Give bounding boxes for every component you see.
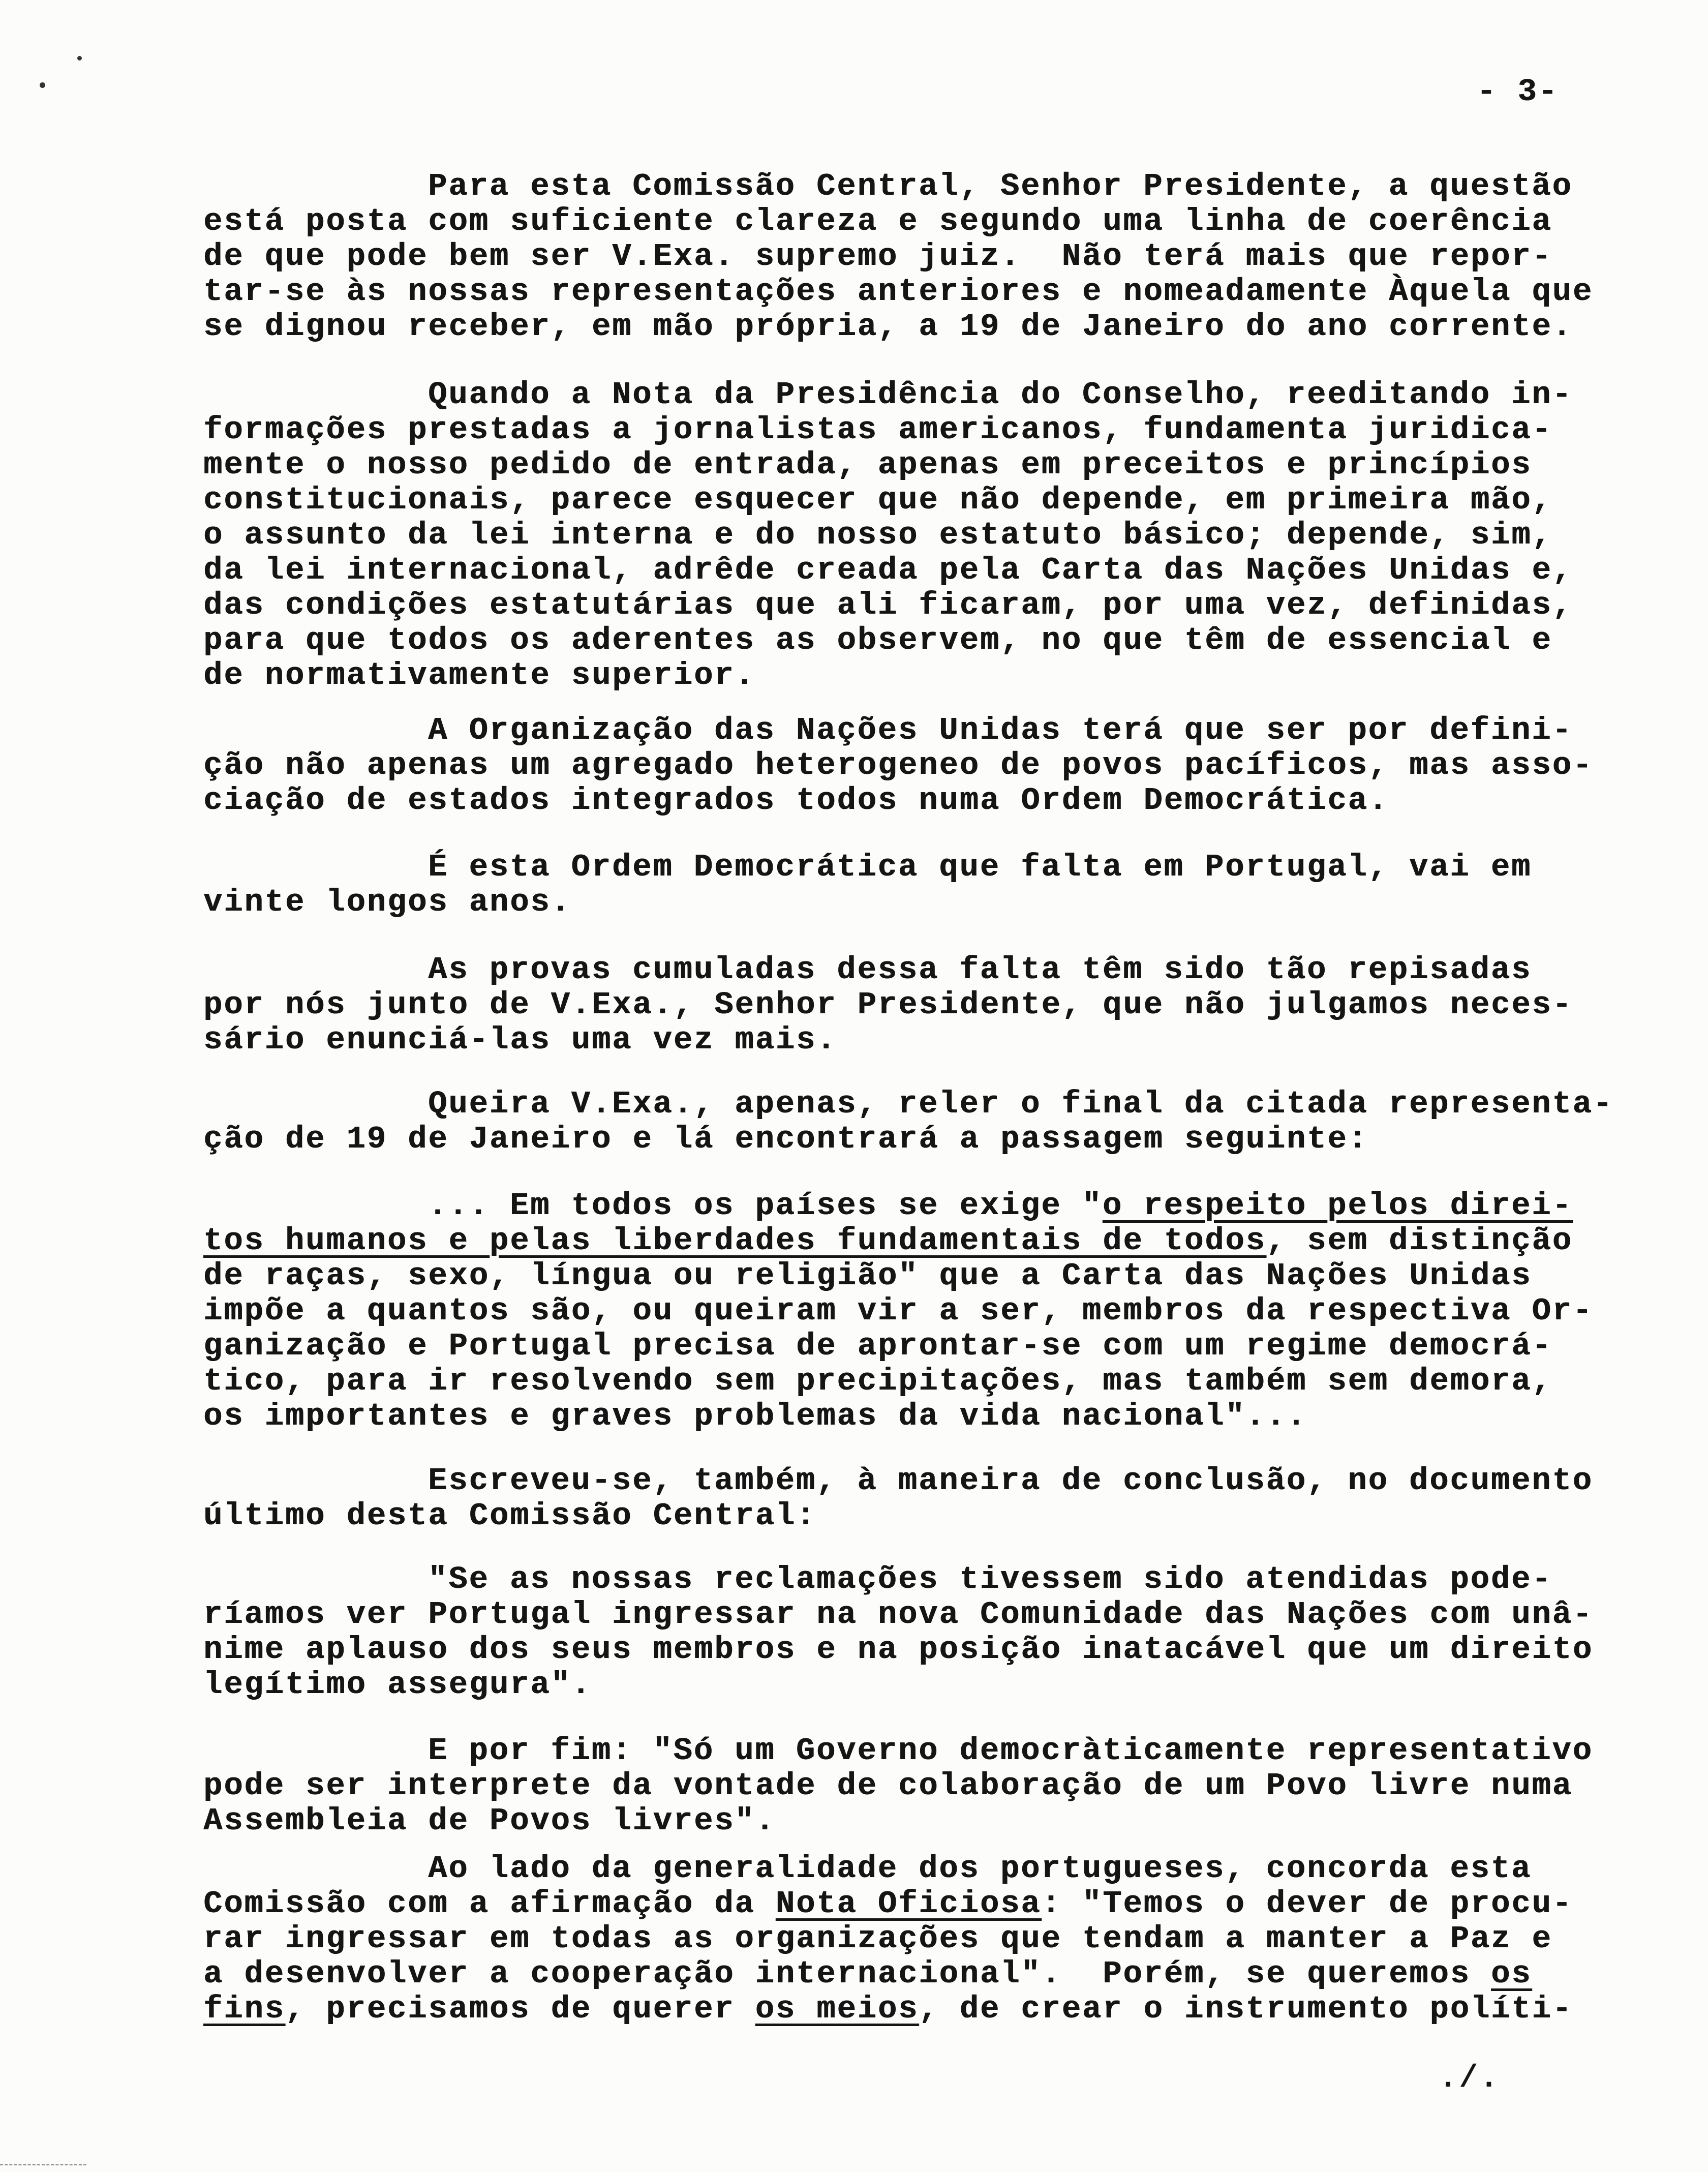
ink-speck — [40, 82, 45, 88]
text-line: constitucionais, parece esquecer que não depende, em primeira mão, — [203, 482, 1552, 518]
text-line: pode ser interprete da vontade de colaboração de um Povo livre numa — [203, 1768, 1573, 1804]
line-segment: ... Em todos os países se exige " — [428, 1188, 1103, 1224]
text-line: de normativamente superior. — [203, 657, 755, 693]
paragraph-provas — [203, 952, 1678, 1058]
text-line: os importantes e graves problemas da vida nacional"... — [203, 1398, 1307, 1434]
text-line: E por fim: "Só um Governo democràticamente representativo — [428, 1733, 1593, 1769]
line-segment: , sem distinção — [1266, 1223, 1573, 1259]
text-line — [203, 1956, 1678, 1992]
text-line: sário enunciá-las uma vez mais. — [203, 1022, 837, 1058]
text-line — [203, 1992, 1678, 2027]
paragraph-nota-presidencia — [203, 377, 1678, 693]
text-line: ganização e Portugal precisa de aprontar-se com um regime democrá- — [203, 1328, 1552, 1364]
text-line: rar ingressar em todas as organizações que tendam a manter a Paz e — [203, 1921, 1552, 1957]
underlined-phrase: fins — [203, 1991, 285, 2027]
text-line: tico, para ir resolvendo sem precipitações, mas também sem demora, — [203, 1363, 1552, 1399]
text-line: Escreveu-se, também, à maneira de conclusão, no documento — [428, 1463, 1593, 1499]
text-line — [203, 1188, 1678, 1223]
text-line: "Se as nossas reclamações tivessem sido atendidas pode- — [428, 1561, 1552, 1597]
text-line: está posta com suficiente clareza e segundo uma linha de coerência — [203, 203, 1552, 239]
text-line: As provas cumuladas dessa falta têm sido tão repisadas — [428, 952, 1532, 988]
underlined-phrase: os — [1490, 1956, 1532, 1992]
quote-documento-ultimo — [203, 1562, 1678, 1702]
line-segment: Comissão com a afirmação da — [203, 1886, 776, 1922]
text-line — [203, 1223, 1678, 1258]
underlined-phrase: o respeito pelos direi- — [1102, 1188, 1573, 1224]
underlined-phrase: os meios — [755, 1991, 919, 2027]
text-line: por nós junto de V.Exa., Senhor Presidente, que não julgamos neces- — [203, 987, 1573, 1023]
paragraph-nota-oficiosa — [203, 1851, 1678, 2027]
ink-speck — [77, 56, 82, 61]
text-line: último desta Comissão Central: — [203, 1498, 817, 1534]
continuation-mark: ./. — [1439, 2060, 1500, 2096]
line-segment: : "Temos o dever de procu- — [1041, 1886, 1573, 1922]
text-line: É esta Ordem Democrática que falta em Portugal, vai em — [428, 849, 1532, 885]
text-line: ção de 19 de Janeiro e lá encontrará a passagem seguinte: — [203, 1121, 1368, 1157]
underlined-phrase: tos humanos e pelas liberdades fundamentais de todos — [203, 1223, 1266, 1259]
text-line: tar-se às nossas representações anteriores e nomeadamente Àquela que — [203, 274, 1594, 310]
text-line: de raças, sexo, língua ou religião" que a Carta das Nações Unidas — [203, 1258, 1532, 1294]
text-line: vinte longos anos. — [203, 884, 571, 920]
paragraph-ordem-democratica — [203, 850, 1678, 920]
text-line: impõe a quantos são, ou queiram vir a ser, membros da respectiva Or- — [203, 1293, 1594, 1329]
text-line: de que pode bem ser V.Exa. supremo juiz. Não terá mais que repor- — [203, 238, 1552, 275]
text-line: Assembleia de Povos livres". — [203, 1803, 776, 1839]
text-line: ríamos ver Portugal ingressar na nova Comunidade das Nações com unâ- — [203, 1596, 1594, 1633]
paragraph-onu-definicao — [203, 713, 1678, 818]
line-segment: , precisamos de querer — [285, 1991, 755, 2027]
scan-edge-artifact — [0, 2164, 86, 2165]
text-line: Para esta Comissão Central, Senhor Presidente, a questão — [428, 168, 1573, 204]
page-number: - 3- — [1477, 74, 1559, 110]
text-line: ciação de estados integrados todos numa Ordem Democrática. — [203, 782, 1389, 819]
text-line: se dignou receber, em mão própria, a 19 de Janeiro do ano corrente. — [203, 309, 1573, 345]
text-line: das condições estatutárias que ali ficaram, por uma vez, definidas, — [203, 587, 1573, 623]
paragraph-escreveu-se — [203, 1463, 1678, 1533]
paragraph-opening — [203, 169, 1678, 344]
line-segment: a desenvolver a cooperação internacional". Porém, se queremos — [203, 1956, 1491, 1992]
text-line: mente o nosso pedido de entrada, apenas em preceitos e princípios — [203, 447, 1532, 483]
text-line: Queira V.Exa., apenas, reler o final da citada representa- — [428, 1086, 1613, 1122]
text-line: ção não apenas um agregado heterogeneo de povos pacíficos, mas asso- — [203, 747, 1594, 783]
text-line: Ao lado da generalidade dos portugueses, concorda esta — [428, 1851, 1532, 1887]
text-line: formações prestadas a jornalistas americanos, fundamenta juridica- — [203, 412, 1552, 448]
text-line: o assunto da lei interna e do nosso estatuto básico; depende, sim, — [203, 517, 1552, 553]
paragraph-por-fim — [203, 1733, 1678, 1838]
text-line: legítimo assegura". — [203, 1667, 592, 1703]
line-segment: , de crear o instrumento políti- — [919, 1991, 1573, 2027]
text-line — [203, 1886, 1678, 1921]
paragraph-queira-reler — [203, 1087, 1678, 1157]
text-line: para que todos os aderentes as observem, no que têm de essencial e — [203, 622, 1552, 658]
text-line: nime aplauso dos seus membros e na posição inatacável que um direito — [203, 1632, 1594, 1668]
text-line: Quando a Nota da Presidência do Conselho, reeditando in- — [428, 377, 1573, 413]
underlined-phrase: Nota Oficiosa — [775, 1886, 1042, 1922]
text-line: A Organização das Nações Unidas terá que ser por defini- — [428, 712, 1573, 748]
quote-representacao-19-janeiro — [203, 1188, 1678, 1434]
text-line: da lei internacional, adrêde creada pela Carta das Nações Unidas e, — [203, 552, 1573, 588]
